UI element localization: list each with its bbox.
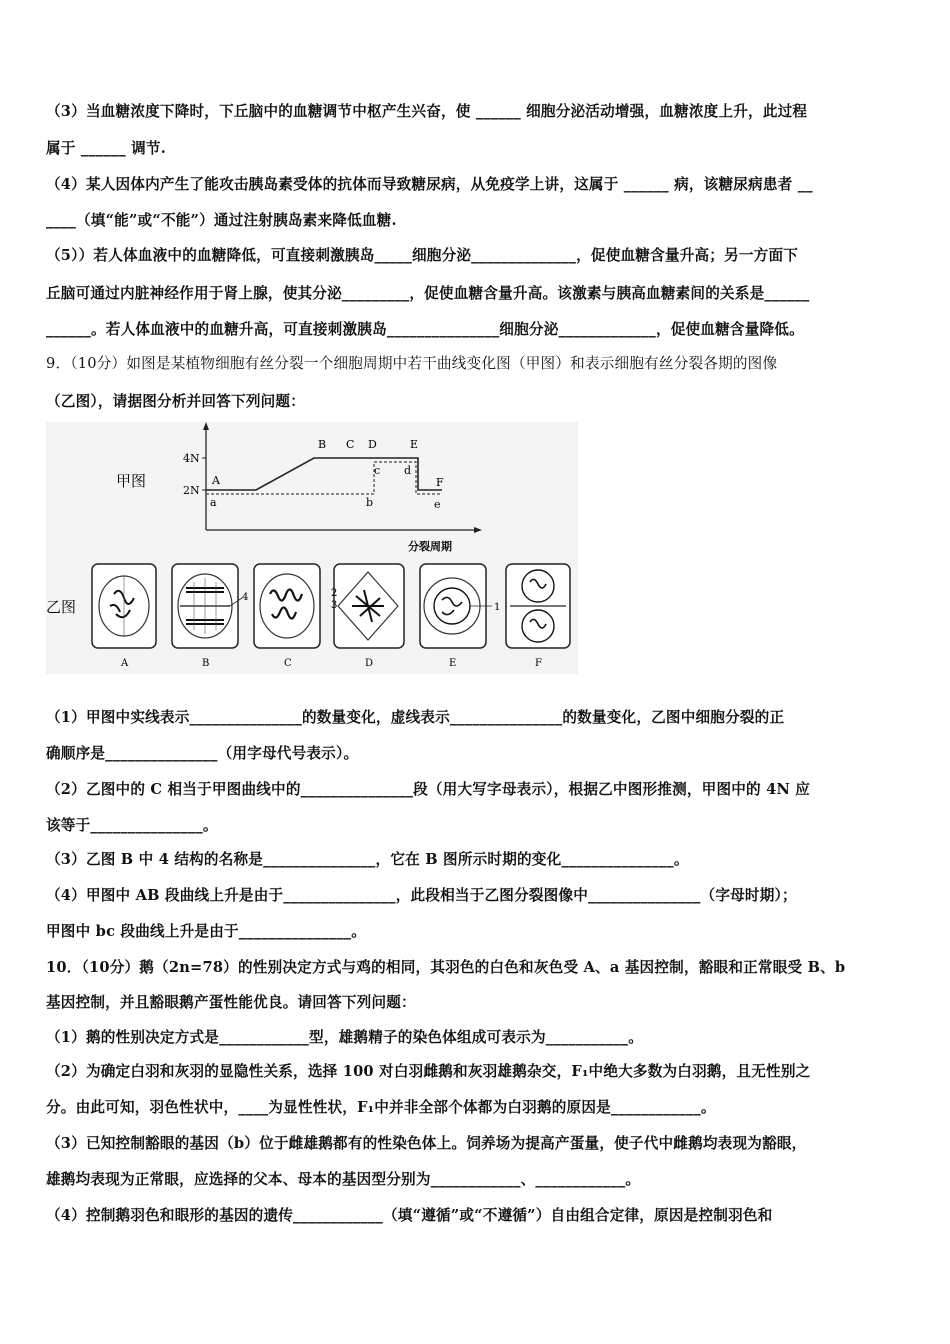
structure-number-3: 3	[331, 600, 338, 611]
text-line: （3）当血糖浓度下降时，下丘脑中的血糖调节中枢产生兴奋，使 ______ 细胞分泌活动增强，血糖浓度上升，此过程	[46, 103, 808, 120]
cell-label-b: B	[202, 658, 210, 669]
cell-label-f: F	[535, 658, 542, 669]
text-line: ______。若人体血液中的血糖升高，可直接刺激胰岛_______________细胞分泌_____________，促使血糖含量降低。	[46, 321, 804, 338]
point-label-e-upper: E	[410, 438, 419, 451]
structure-number-2: 2	[331, 588, 338, 599]
y-tick-4n: 4N	[183, 452, 200, 465]
text-line: （4）控制鹅羽色和眼形的基因的遗传____________（填“遵循”或“不遵循”）自由组合定律，原因是控制羽色和	[46, 1207, 773, 1224]
cell-f	[506, 564, 570, 648]
cell-label-a: A	[121, 658, 129, 669]
point-label-a-lower: a	[210, 496, 217, 509]
point-label-d-upper: D	[368, 438, 377, 451]
text-line: 甲图中 bc 段曲线上升是由于_______________。	[46, 923, 367, 940]
point-label-f-upper: F	[436, 476, 444, 489]
text-line: （3）已知控制豁眼的基因（b）位于雌雄鹅都有的性染色体上。饲养场为提高产蛋量，使子代中雌鹅均表现为豁眼，	[46, 1135, 807, 1152]
figure-svg	[46, 422, 578, 674]
cell-label-e: E	[449, 658, 457, 669]
text-line: 该等于_______________。	[46, 817, 218, 834]
point-label-e-lower: e	[434, 498, 441, 511]
text-line: 属于 ______ 调节.	[46, 140, 166, 157]
text-line: 雄鹅均表现为正常眼，应选择的父本、母本的基因型分别为____________、____________。	[46, 1171, 641, 1188]
text-line: （2）为确定白羽和灰羽的显隐性关系，选择 100 对白羽雌鹅和灰羽雄鹅杂交，F₁中绝大多数为白羽鹅，且无性别之	[46, 1063, 811, 1080]
jia-label: 甲图	[116, 472, 147, 490]
cell-label-d: D	[365, 658, 374, 669]
y-tick-2n: 2N	[183, 484, 200, 497]
text-line: 分。由此可知，羽色性状中，____为显性性状，F₁中并非全部个体都为白羽鹅的原因是____________。	[46, 1099, 716, 1116]
text-line: （5））若人体血液中的血糖降低，可直接刺激胰岛_____细胞分泌______________，促使血糖含量升高；另一方面下	[46, 247, 799, 264]
text-line: 基因控制，并且豁眼鹅产蛋性能优良。请回答下列问题：	[46, 994, 416, 1011]
cell-label-c: C	[284, 658, 292, 669]
structure-number-4: 4	[242, 592, 249, 603]
text-line: 丘脑可通过内脏神经作用于肾上腺，使其分泌_________，促使血糖含量升高。该激素与胰高血糖素间的关系是______	[46, 285, 810, 302]
x-axis-label: 分裂周期	[408, 540, 452, 553]
text-line: （3）乙图 B 中 4 结构的名称是_______________，它在 B 图所示时期的变化_______________。	[46, 851, 689, 868]
point-label-b-upper: B	[318, 438, 327, 451]
cell-c	[254, 564, 320, 648]
text-line: 确顺序是_______________（用字母代号表示）。	[46, 745, 359, 762]
structure-number-1: 1	[494, 602, 501, 613]
text-line: ____（填“能”或“不能”）通过注射胰岛素来降低血糖.	[46, 212, 397, 229]
point-label-b-lower: b	[366, 496, 374, 509]
question-9-stem: 9．（10分）如图是某植物细胞有丝分裂一个细胞周期中若干曲线变化图（甲图）和表示细胞有丝分裂各期的图像	[46, 355, 778, 372]
text-line: （1）鹅的性别决定方式是____________型，雄鹅精子的染色体组成可表示为___________。	[46, 1029, 644, 1046]
question-10-stem: 10．（10分）鹅（2n=78）的性别决定方式与鸡的相同，其羽色的白色和灰色受 A、a 基因控制，豁眼和正常眼受 B、b	[46, 959, 846, 976]
cell-a	[92, 564, 156, 648]
cell-d	[331, 564, 404, 648]
text-line: （1）甲图中实线表示_______________的数量变化，虚线表示_______________的数量变化，乙图中细胞分裂的正	[46, 709, 785, 726]
point-label-a-upper: A	[212, 474, 220, 487]
text-line: （4）某人因体内产生了能攻击胰岛素受体的抗体而导致糖尿病，从免疫学上讲，这属于 ______ 病，该糖尿病患者 __	[46, 176, 813, 193]
point-label-c-upper: C	[346, 438, 355, 451]
text-line: （4）甲图中 AB 段曲线上升是由于_______________，此段相当于乙图分裂图像中_______________（字母时期）；	[46, 887, 797, 904]
point-label-c-lower: c	[374, 464, 381, 477]
text-line: （乙图），请据图分析并回答下列问题：	[46, 393, 305, 410]
yi-label: 乙图	[46, 598, 77, 616]
cell-cycle-figure	[46, 422, 578, 674]
text-line: （2）乙图中的 C 相当于甲图曲线中的_______________段（用大写字母表示），根据乙中图形推测，甲图中的 4N 应	[46, 781, 811, 798]
point-label-d-lower: d	[404, 464, 412, 477]
cell-b	[172, 564, 248, 648]
